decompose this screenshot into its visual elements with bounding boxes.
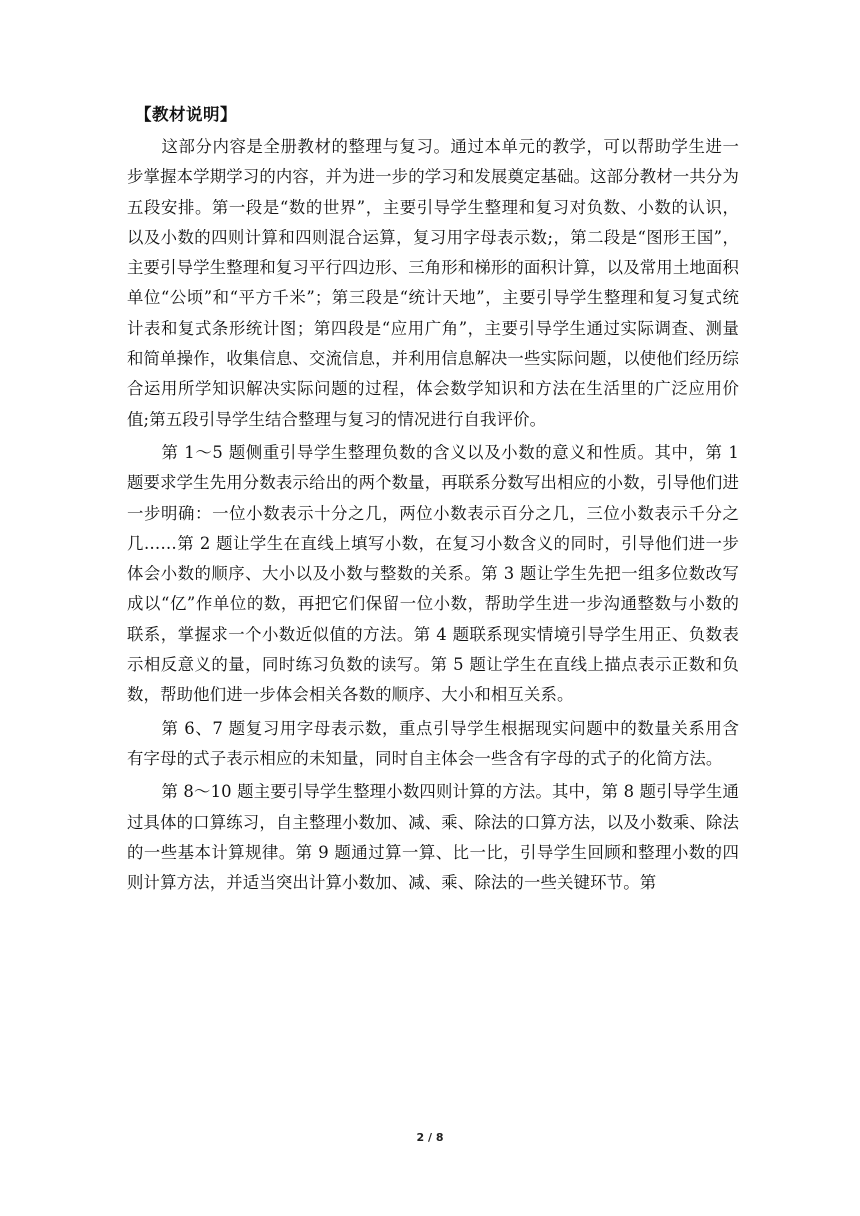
- section-heading: 【教材说明】: [135, 105, 237, 124]
- paragraph-questions-1-5: 第 1～5 题侧重引导学生整理负数的含义以及小数的意义和性质。其中，第 1 题要求学生先用分数表示给出的两个数量，再联系分数写出相应的小数，引导他们进一步明确：一位小数表示十分之几，两位小数表示百分之几，三位小数表示千分之几……第 2 题让学生在直线上填写小数，在复习小数含义的同时，引导他们进一步体会小数的顺序、大小以及小数与整数的关系。第 3 题让学生先把一组多位数改写成以“亿”作单位的数，再把它们保留一位小数，帮助学生进一步沟通整数与小数的联系，掌握求一个小数近似值的方法。第 4 题联系现实情境引导学生用正、负数表示相反意义的量，同时练习负数的读写。第 5 题让学生在直线上描点表示正数和负数，帮助他们进一步体会相关各数的顺序、大小和相互关系。: [127, 442, 740, 705]
- page-number: 2 / 8: [416, 1131, 444, 1144]
- paragraph-questions-6-7: 第 6、7 题复习用字母表示数，重点引导学生根据现实问题中的数量关系用含有字母的式子表示相应的未知量，同时自主体会一些含有字母的式子的化简方法。: [127, 718, 739, 768]
- paragraph-questions-8-10: 第 8～10 题主要引导学生整理小数四则计算的方法。其中，第 8 题引导学生通过具体的口算练习，自主整理小数加、减、乘、除法的口算方法，以及小数乘、除法的一些基本计算规律。第 9 题通过算一算、比一比，引导学生回顾和整理小数的四则计算方法，并适当突出计算小数加、减、乘、除法的一些关键环节。第: [127, 782, 740, 893]
- document-body: [127, 98, 739, 898]
- paragraph-intro: 这部分内容是全册教材的整理与复习。通过本单元的教学，可以帮助学生进一步掌握本学期学习的内容，并为进一步的学习和发展奠定基础。这部分教材一共分为五段安排。第一段是“数的世界”，主要引导学生整理和复习对负数、小数的认识，以及小数的四则计算和四则混合运算，复习用字母表示数;，第二段是“图形王国”，主要引导学生整理和复习平行四边形、三角形和梯形的面积计算，以及常用土地面积单位“公顷”和“平方千米”；第三段是“统计天地”，主要引导学生整理和复习复式统计表和复式条形统计图；第四段是“应用广角”，主要引导学生通过实际调查、测量和简单操作，收集信息、交流信息，并利用信息解决一些实际问题，以使他们经历综合运用所学知识解决实际问题的过程，体会数学知识和方法在生活里的广泛应用价值;第五段引导学生结合整理与复习的情况进行自我评价。: [127, 137, 740, 429]
